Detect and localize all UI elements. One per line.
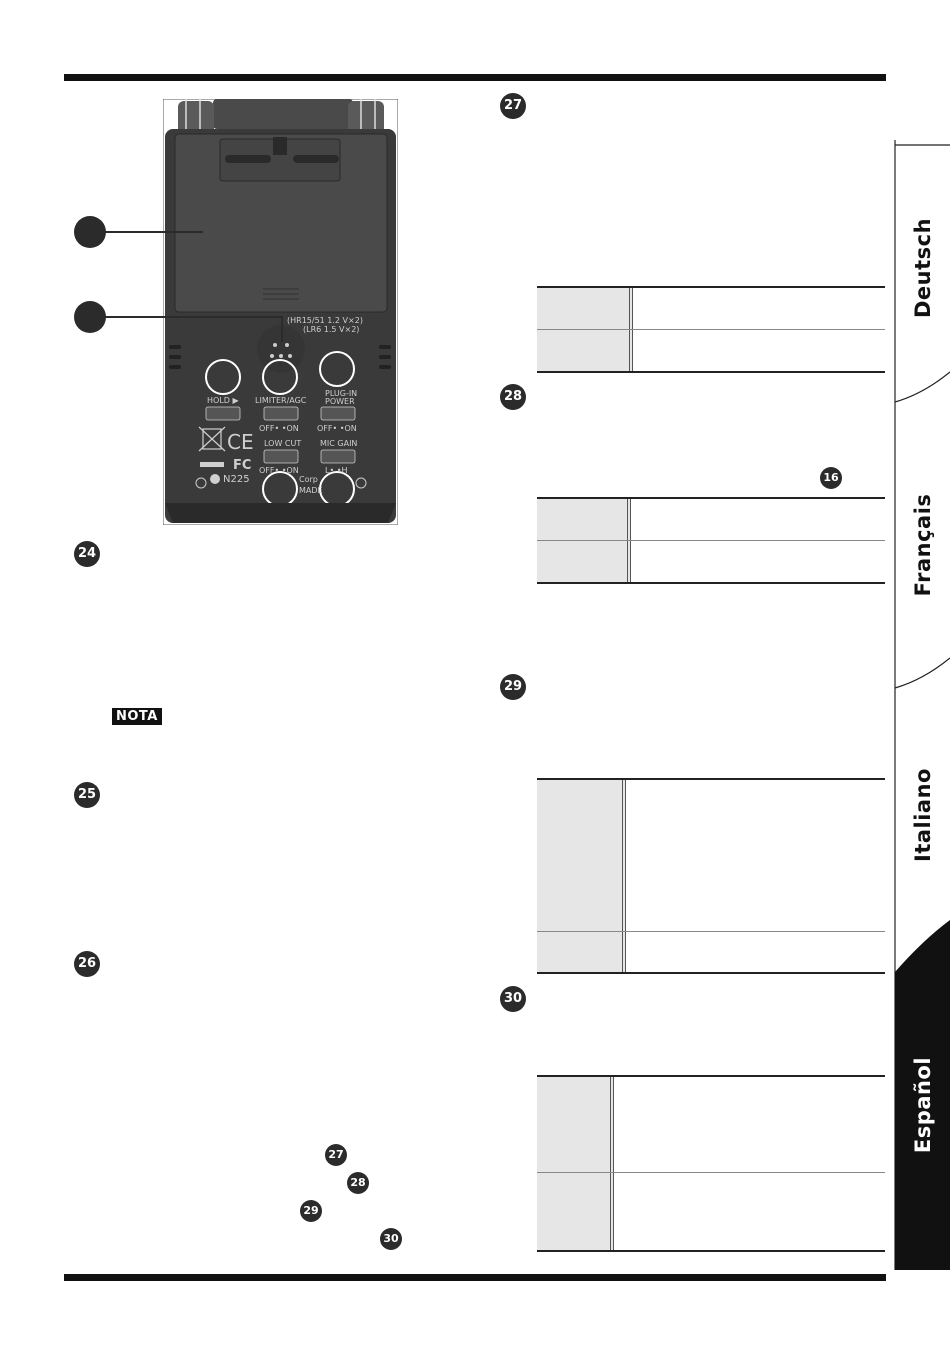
lowcut-offon: OFF• •ON: [259, 466, 299, 475]
callout-line-1: [105, 231, 203, 233]
marker-26: 26: [74, 951, 100, 977]
ref-16: 16: [820, 467, 842, 489]
micgain-lh: L• •H: [325, 466, 348, 475]
table-row: [537, 1172, 885, 1250]
table-row: [537, 329, 885, 371]
fcc-mark: FC: [233, 458, 252, 473]
tab-italiano[interactable]: [895, 695, 950, 935]
micgain-label: MIC GAIN: [320, 439, 358, 448]
table-28: [537, 497, 885, 584]
ref-28: 28: [347, 1172, 369, 1194]
tab-italiano-label: Italiano: [910, 768, 935, 862]
ref-27: 27: [325, 1144, 347, 1166]
bottom-rule: [64, 1274, 886, 1281]
table-row: [537, 931, 885, 972]
ctick-mark: N225: [223, 474, 250, 485]
tab-francais[interactable]: [895, 425, 950, 665]
tab-espanol-label: Español: [910, 1056, 935, 1154]
marker-24: 24: [74, 541, 100, 567]
device-drawing: [163, 99, 398, 525]
marker-25: 25: [74, 782, 100, 808]
ref-29: 29: [300, 1200, 322, 1222]
table-row: [537, 780, 885, 931]
marker-29: 29: [500, 674, 526, 700]
battery-spec-2: (LR6 1.5 V×2): [303, 325, 360, 334]
marker-30: 30: [500, 986, 526, 1012]
limiter-label: LIMITER/AGC: [255, 396, 307, 405]
table-row: [537, 540, 885, 582]
table-row: [537, 499, 885, 540]
plugin-offon: OFF• •ON: [317, 424, 357, 433]
made-text: MADE: [299, 486, 323, 495]
table-row: [537, 288, 885, 329]
top-rule: [64, 74, 886, 81]
ce-mark: CE: [227, 430, 254, 454]
callout-speaker: [74, 301, 106, 333]
nota-label: NOTA: [112, 708, 162, 725]
callout-line-2: [105, 316, 283, 318]
callout-battery-cover: [74, 216, 106, 248]
table-29: [537, 778, 885, 974]
plugin-label-1: PLUG-IN: [325, 389, 358, 398]
limiter-offon: OFF• •ON: [259, 424, 299, 433]
marker-27: 27: [500, 93, 526, 119]
tab-deutsch-label: Deutsch: [910, 217, 935, 319]
table-30: [537, 1075, 885, 1252]
tab-deutsch[interactable]: [895, 148, 950, 388]
tab-francais-label: Français: [910, 493, 935, 597]
lowcut-label: LOW CUT: [264, 439, 302, 448]
marker-28: 28: [500, 384, 526, 410]
corp-text: Corp: [299, 475, 318, 484]
ref-30: 30: [380, 1228, 402, 1250]
hold-label: HOLD ▶: [207, 396, 239, 405]
table-27: [537, 286, 885, 373]
tab-espanol[interactable]: [895, 985, 950, 1225]
battery-spec-1: (HR15/51 1.2 V×2): [287, 316, 363, 325]
plugin-label-2: POWER: [325, 397, 355, 406]
callout-line-2b: [281, 316, 283, 342]
table-row: [537, 1077, 885, 1172]
device-rear-illustration: [163, 99, 398, 525]
